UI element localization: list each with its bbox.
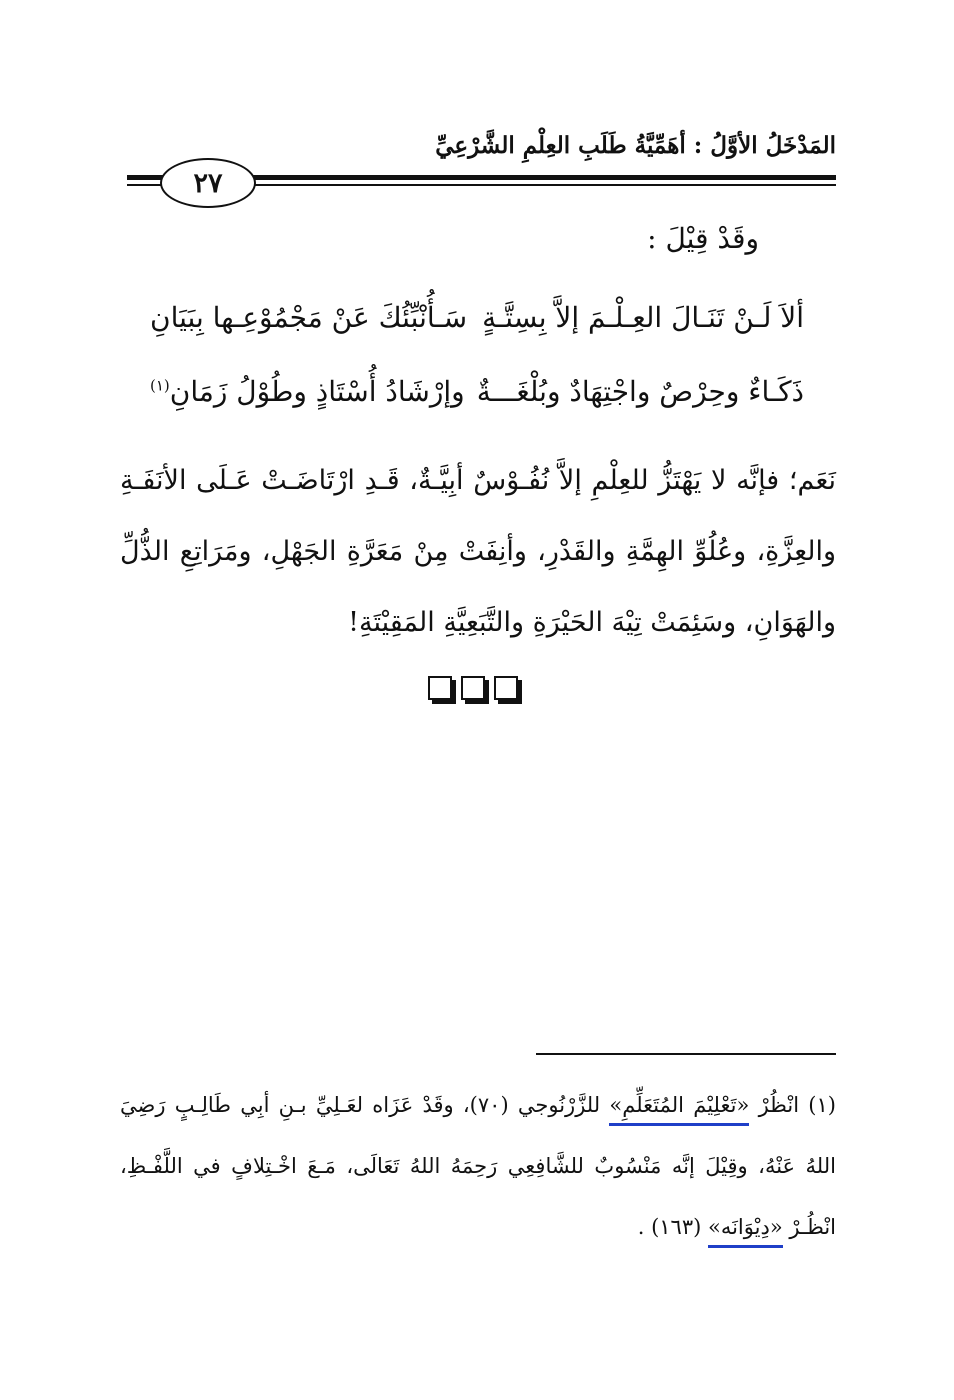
- footnote-text: (١) انْظُرْ: [749, 1093, 836, 1117]
- footnote-text: (١٦٣) .: [637, 1215, 708, 1239]
- page-number: ٢٧: [160, 158, 256, 208]
- section-end-mark: [428, 676, 532, 706]
- verse-second-hemistich: سَـأُنْبِّئُكَ عَنْ مَجْمُوْعِـها بِبَيَانِ: [150, 300, 468, 334]
- running-title: المَدْخَلُ الأوَّلُ : أهَمِّيَّةُ طَلَبِ العِلْمِ الشَّرْعِيِّ: [435, 132, 836, 159]
- highlighted-book-title[interactable]: «تَعْلِيْمَ المُتَعَلِّمِ»: [609, 1093, 749, 1126]
- verse-first-hemistich: ألاَ لَـنْ تَنَـالَ العِـلْـمَ إلاَّ بِسِتَّـةٍ: [482, 300, 804, 334]
- square-ornament-icon: [494, 676, 518, 700]
- verse-first-hemistich: ذَكَـاءٌ وحِرْصٌ واجْتِهَادٌ وبُلْغَـــةٌ: [476, 374, 804, 408]
- highlighted-diwan-title[interactable]: «دِيْوَانَه»: [708, 1215, 783, 1248]
- footnote-1: [120, 1075, 836, 1258]
- poem-verse: [150, 366, 804, 416]
- poem-verse: [150, 292, 804, 342]
- poem-intro: وقَدْ قِيْلَ :: [647, 222, 759, 255]
- footnote-separator: [536, 1053, 836, 1055]
- footnote-reference[interactable]: (١): [150, 376, 170, 395]
- verse-second-hemistich-wrap: [150, 375, 465, 408]
- verse-second-hemistich: وإرْشَادُ أُسْتَاذٍ وطُوْلُ زَمَانِ: [169, 374, 465, 408]
- body-paragraph: نَعَم؛ فإنَّه لا يَهْتَزُّ للعِلْمِ إلاَّ نُفُـوْسٌ أبِيَّـةٌ، قَـدِ ارْتَاضَـتْ عَـلَى الأنَفَـةِ والعِزَّةِ، وعُلُوِّ الهِمَّةِ والقَدْرِ، وأنِفَتْ مِنْ مَعَرَّةِ الجَهْلِ، ومَرَاتِعِ الذُّلِّ والهَوَانِ، وسَئِمَتْ تِيْهَ الحَيْرَةِ والتَّبَعِيَّةِ المَقِيْتَةِ!: [120, 465, 836, 638]
- square-ornament-icon: [428, 676, 452, 700]
- square-ornament-icon: [461, 676, 485, 700]
- footnote-text: للزَّرْنُوجي (٧٠)، وقَدْ عَزَاه لعَـلِيِّ بـنِ أبِي طَالِـبٍ رَضِيَ اللهُ عَنْهُ، وقِيْلَ إنَّه مَنْسُوبٌ للشَّافِعِي رَحِمَهُ اللهُ تَعَالَى، مَـعَ اخْـتِلافٍ في اللَّفْـظِ، انْظُـرْ: [120, 1093, 836, 1239]
